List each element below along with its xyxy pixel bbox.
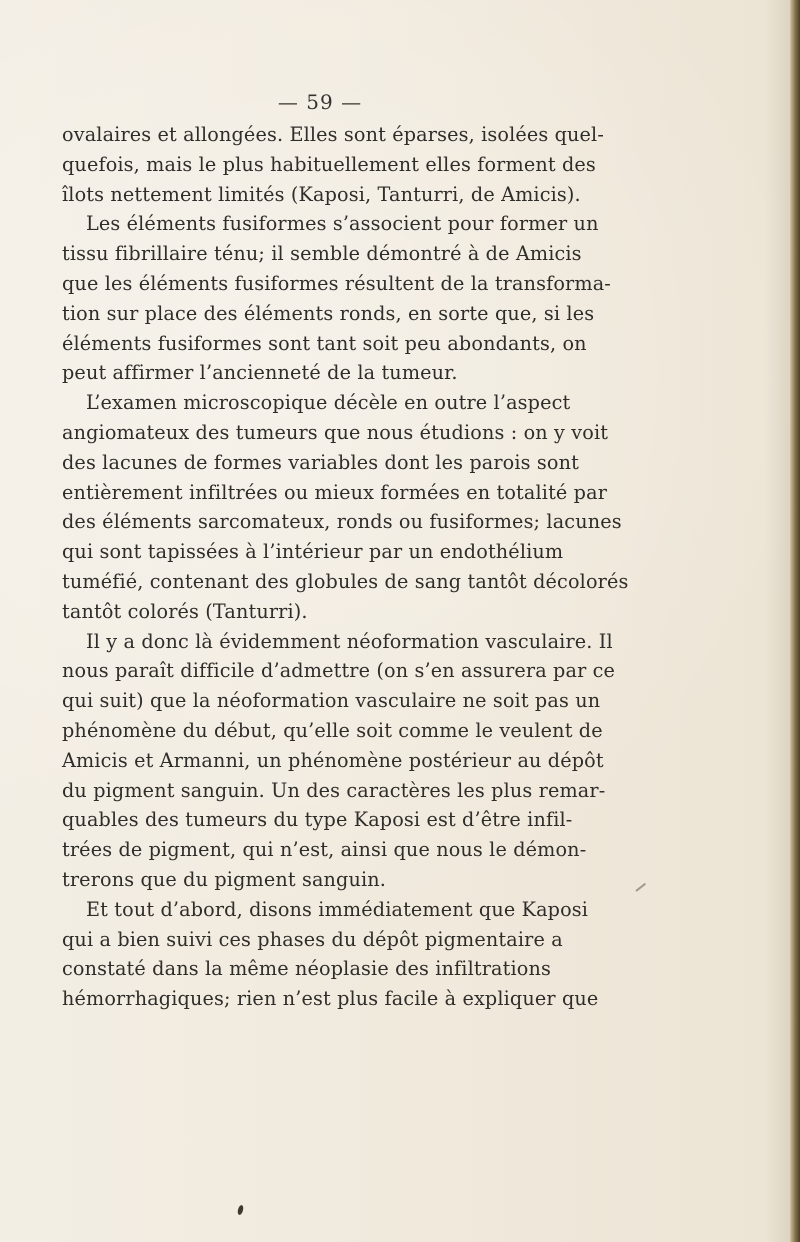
text-line-29: constaté dans la même néoplasie des infiltrations: [62, 957, 552, 981]
text-line-23: du pigment sanguin. Un des caractères les plus remar-: [62, 778, 606, 802]
text-line-3: îlots nettement limités (Kaposi, Tanturri, de Amicis).: [62, 182, 581, 206]
ink-speck: [237, 1205, 244, 1216]
text-line-24: quables des tumeurs du type Kaposi est d’être infil-: [62, 808, 573, 832]
text-line-12: des lacunes de formes variables dont les parois sont: [62, 450, 579, 474]
text-line-26: trerons que du pigment sanguin.: [62, 867, 387, 891]
text-line-28: qui a bien suivi ces phases du dépôt pigmentaire a: [62, 927, 563, 951]
text-line-17: tantôt colorés (Tanturri).: [62, 599, 308, 623]
text-line-27: Et tout d’abord, disons immédiatement que Kaposi: [86, 897, 589, 921]
text-line-1: ovalaires et allongées. Elles sont éparses, isolées quel-: [62, 123, 604, 146]
text-line-9: peut affirmer l’ancienneté de la tumeur.: [62, 361, 458, 385]
page-number: — 59 —: [277, 90, 363, 114]
text-line-7: tion sur place des éléments ronds, en sorte que, si les: [62, 301, 595, 325]
text-line-5: tissu fibrillaire ténu; il semble démontré à de Amicis: [62, 242, 582, 266]
text-line-30: hémorrhagiques; rien n’est plus facile à expliquer que: [62, 987, 599, 1011]
text-line-2: quefois, mais le plus habituellement elles forment des: [62, 152, 596, 176]
body-text: [62, 120, 692, 1014]
text-line-18: Il y a donc là évidemment néoformation vasculaire. Il: [86, 629, 613, 653]
page-edge: [790, 0, 800, 1242]
text-line-4: Les éléments fusiformes s’associent pour former un: [86, 212, 599, 236]
text-line-22: Amicis et Armanni, un phénomène postérieur au dépôt: [62, 748, 604, 772]
text-line-20: qui suit) que la néoformation vasculaire ne soit pas un: [62, 689, 601, 713]
text-line-21: phénomène du début, qu’elle soit comme le veulent de: [62, 718, 603, 742]
text-line-19: nous paraît difficile d’admettre (on s’en assurera par ce: [62, 659, 616, 683]
text-line-13: entièrement infiltrées ou mieux formées en totalité par: [62, 480, 608, 504]
text-line-11: angiomateux des tumeurs que nous étudions : on y voit: [62, 420, 609, 444]
text-line-14: des éléments sarcomateux, ronds ou fusiformes; lacunes: [62, 510, 622, 534]
text-line-10: L’examen microscopique décèle en outre l’aspect: [86, 391, 571, 415]
text-line-16: tuméfié, contenant des globules de sang tantôt décolorés: [62, 569, 629, 593]
text-line-15: qui sont tapissées à l’intérieur par un endothélium: [62, 540, 564, 564]
text-line-6: que les éléments fusiformes résultent de la transforma-: [62, 271, 611, 295]
binding-shadow: [764, 0, 790, 1242]
text-line-8: éléments fusiformes sont tant soit peu abondants, on: [62, 331, 587, 355]
text-line-25: trées de pigment, qui n’est, ainsi que nous le démon-: [62, 838, 587, 862]
